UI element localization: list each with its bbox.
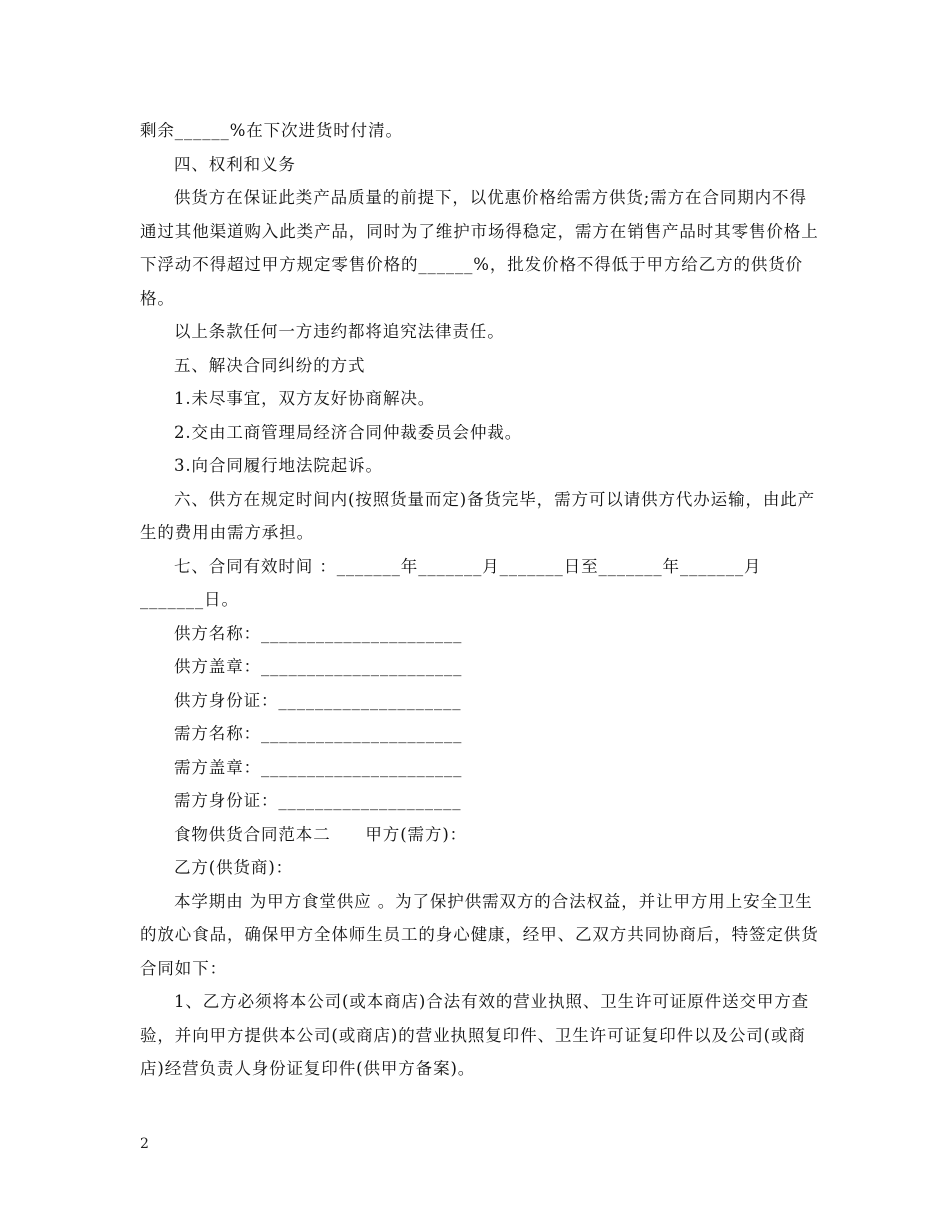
signature-field: 供方名称：______________________ [174, 623, 463, 643]
signature-field: 需方名称：______________________ [174, 724, 463, 743]
signature-field: 需方盖章：______________________ [174, 757, 463, 777]
signature-field: 供方盖章：______________________ [174, 657, 463, 676]
list-item: 1.未尽事宜，双方友好协商解决。 [174, 389, 436, 408]
party-line: 乙方(供货商)： [174, 858, 294, 877]
paragraph: 剩余______%在下次进货时付清。 [140, 121, 403, 140]
signature-field: 需方身份证：____________________ [174, 791, 462, 810]
contract-title-line: 食物供货合同范本二 甲方(需方)： [174, 824, 468, 844]
signature-field: 供方身份证：____________________ [174, 690, 462, 710]
paragraph: 七、合同有效时间 ：_______年_______月_______日至_______年_______月_______日。 [140, 556, 762, 609]
section-heading-dispute: 五、解决合同纠纷的方式 [174, 355, 366, 375]
paragraph: 1、乙方必须将本公司(或本商店)合法有效的营业执照、卫生许可证原件送交甲方查验，并向甲方提供本公司(或商店)的营业执照复印件、卫生许可证复印件以及公司(或商店)经营负责人身份证复印件(供甲方备案)。 [140, 992, 810, 1078]
paragraph: 以上条款任何一方违约都将追究法律责任。 [174, 322, 505, 341]
document-body [140, 114, 820, 1086]
paragraph: 本学期由 为甲方食堂供应 。为了保护供需双方的合法权益，并让甲方用上安全卫生的放心食品，确保甲方全体师生员工的身心健康，经甲、乙双方共同协商后，特签定供货合同如下： [140, 891, 819, 978]
list-item: 3.向合同履行地法院起诉。 [174, 456, 383, 475]
paragraph: 供货方在保证此类产品质量的前提下，以优惠价格给需方供货;需方在合同期内不得通过其他渠道购入此类产品，同时为了维护市场得稳定，需方在销售产品时其零售价格上下浮动不得超过甲方规定零售价格的______%，批发价格不得低于甲方给乙方的供货价格。 [140, 188, 819, 308]
list-item: 2.交由工商管理局经济合同仲裁委员会仲裁。 [174, 422, 523, 442]
page-number: 2 [140, 1136, 149, 1152]
section-heading-rights: 四、权利和义务 [174, 154, 296, 174]
paragraph: 六、供方在规定时间内(按照货量而定)备货完毕，需方可以请供方代办运输，由此产生的费用由需方承担。 [140, 489, 816, 542]
